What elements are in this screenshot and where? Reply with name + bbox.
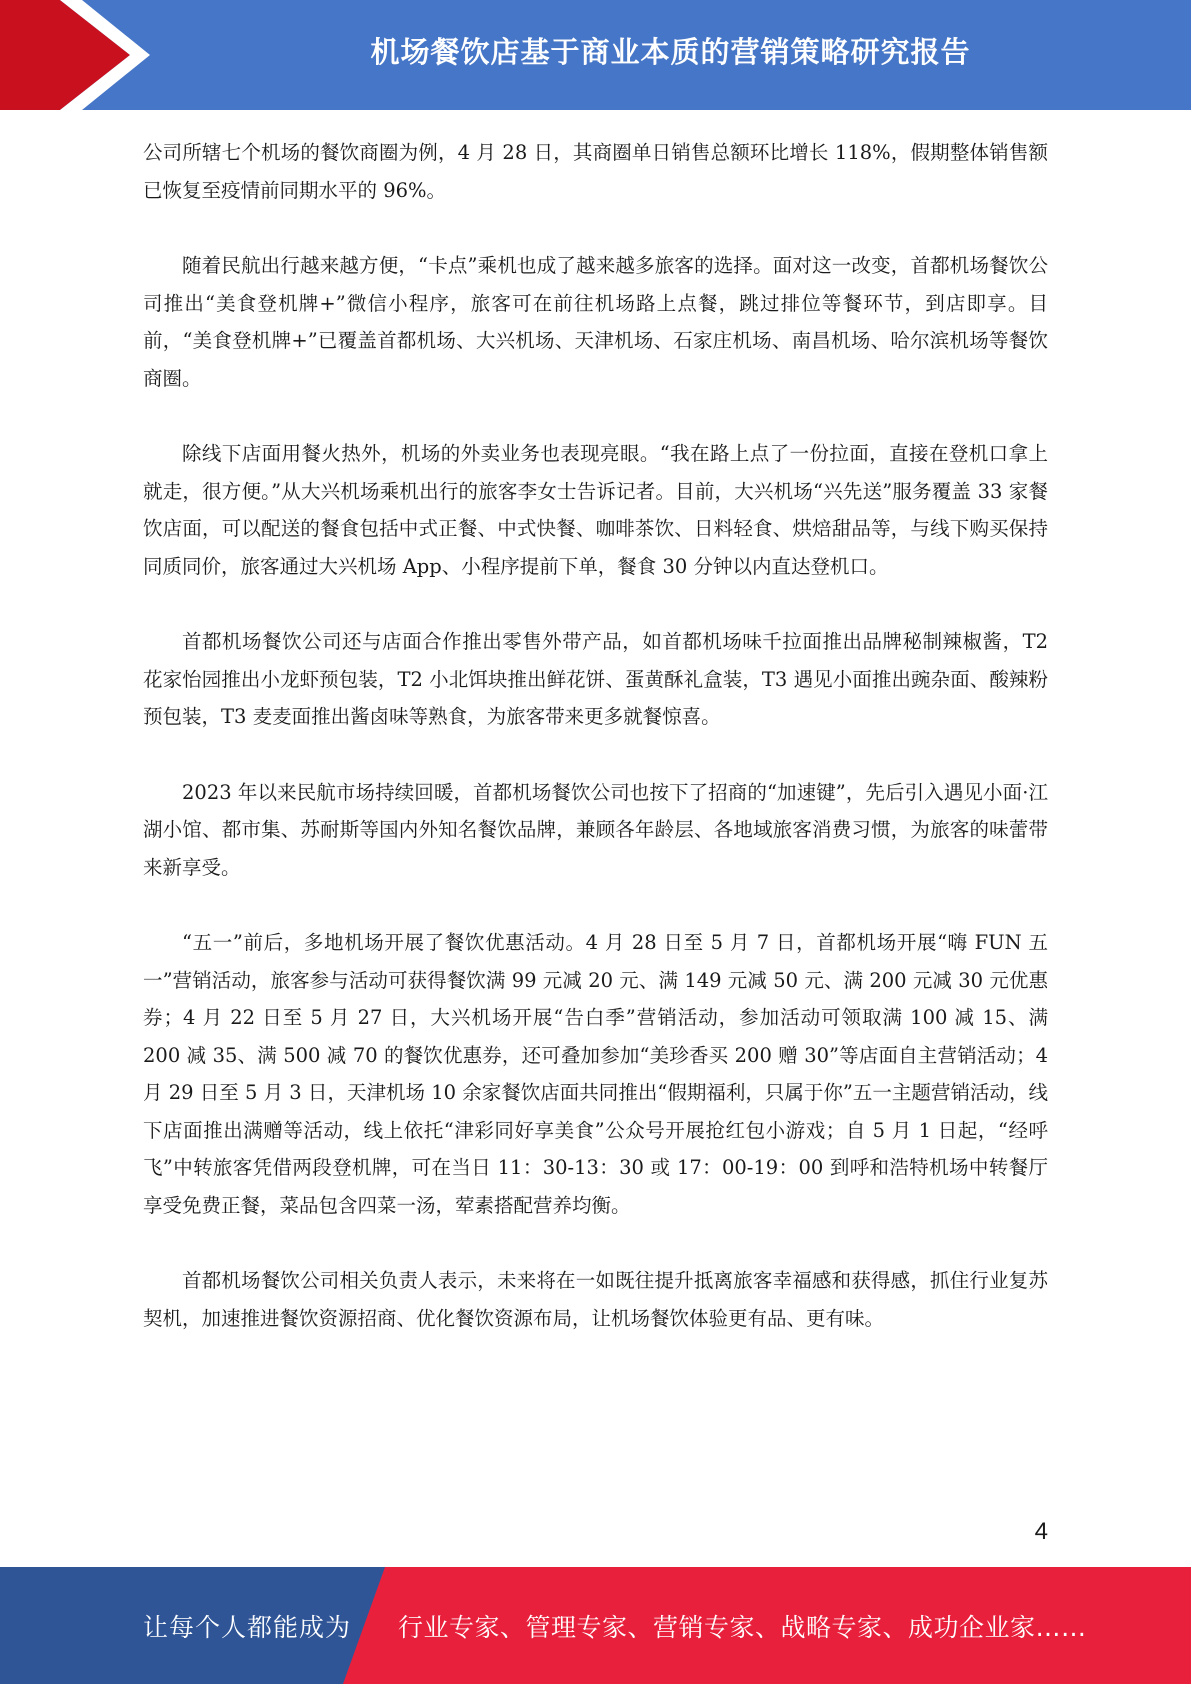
paragraph: 除线下店面用餐火热外，机场的外卖业务也表现亮眼。“我在路上点了一份拉面，直接在登机口拿上就走，很方便。”从大兴机场乘机出行的旅客李女士告诉记者。目前，大兴机场“兴先送”服务覆盖 33 家餐饮店面，可以配送的餐食包括中式正餐、中式快餐、咖啡茶饮、日料轻食、烘焙甜品等，与线下购买保持同质同价，旅客通过大兴机场 App、小程序提前下单，餐食 30 分钟以内直达登机口。 <box>143 442 1048 578</box>
paragraph: 首都机场餐饮公司还与店面合作推出零售外带产品，如首都机场味千拉面推出品牌秘制辣椒酱，T2 花家怡园推出小龙虾预包装，T2 小北饵块推出鲜花饼、蛋黄酥礼盒装，T3 遇见小面推出豌杂面、酸辣粉预包装，T3 麦麦面推出酱卤味等熟食，为旅客带来更多就餐惊喜。 <box>143 630 1048 728</box>
paragraph: 首都机场餐饮公司相关负责人表示，未来将在一如既往提升抵离旅客幸福感和获得感，抓住行业复苏契机，加速推进餐饮资源招商、优化餐饮资源布局，让机场餐饮体验更有品、更有味。 <box>143 1269 1048 1330</box>
page-number: 4 <box>1034 1518 1048 1545</box>
header-chevron-decoration <box>0 0 160 110</box>
paragraph: 随着民航出行越来越方便，“卡点”乘机也成了越来越多旅客的选择。面对这一改变，首都机场餐饮公司推出“美食登机牌+”微信小程序，旅客可在前往机场路上点餐，跳过排位等餐环节，到店即享。目前，“美食登机牌+”已覆盖首都机场、大兴机场、天津机场、石家庄机场、南昌机场、哈尔滨机场等餐饮商圈。 <box>143 254 1048 390</box>
footer-slogan-right: 行业专家、管理专家、营销专家、战略专家、成功企业家…… <box>398 1612 1087 1642</box>
paragraph: 公司所辖七个机场的餐饮商圈为例，4 月 28 日，其商圈单日销售总额环比增长 118%，假期整体销售额已恢复至疫情前同期水平的 96%。 <box>143 141 1048 202</box>
page-header <box>0 0 1191 110</box>
paragraph: 2023 年以来民航市场持续回暖，首都机场餐饮公司也按下了招商的“加速键”，先后引入遇见小面·江湖小馆、都市集、苏耐斯等国内外知名餐饮品牌，兼顾各年龄层、各地域旅客消费习惯，为旅客的味蕾带来新享受。 <box>143 780 1048 879</box>
document-title: 机场餐饮店基于商业本质的营销策略研究报告 <box>370 34 971 69</box>
page-footer <box>0 1567 1191 1684</box>
paragraph: “五一”前后，多地机场开展了餐饮优惠活动。4 月 28 日至 5 月 7 日，首都机场开展“嗨 FUN 五一”营销活动，旅客参与活动可获得餐饮满 99 元减 20 元、满 149 元减 50 元、满 200 元减 30 元优惠券；4 月 22 日至 5 月 27 日，大兴机场开展“告白季”营销活动，参加活动可领取满 100 减 15、满 200 减 35、满 500 减 70 的餐饮优惠券，还可叠加参加“美珍香买 200 赠 30”等店面自主营销活动；4 月 29 日至 5 月 3 日，天津机场 10 余家餐饮店面共同推出“假期福利，只属于你”五一主题营销活动，线下店面推出满赠等活动，线上依托“津彩同好享美食”公众号开展抢红包小游戏；自 5 月 1 日起，“经呼飞”中转旅客凭借两段登机牌，可在当日 11：30-13：30 或 17：00-19：00 到呼和浩特机场中转餐厅享受免费正餐，菜品包含四菜一汤，荤素搭配营养均衡。 <box>143 931 1048 1217</box>
article-body <box>143 134 1048 1375</box>
footer-slogan-left: 让每个人都能成为 <box>143 1612 352 1642</box>
